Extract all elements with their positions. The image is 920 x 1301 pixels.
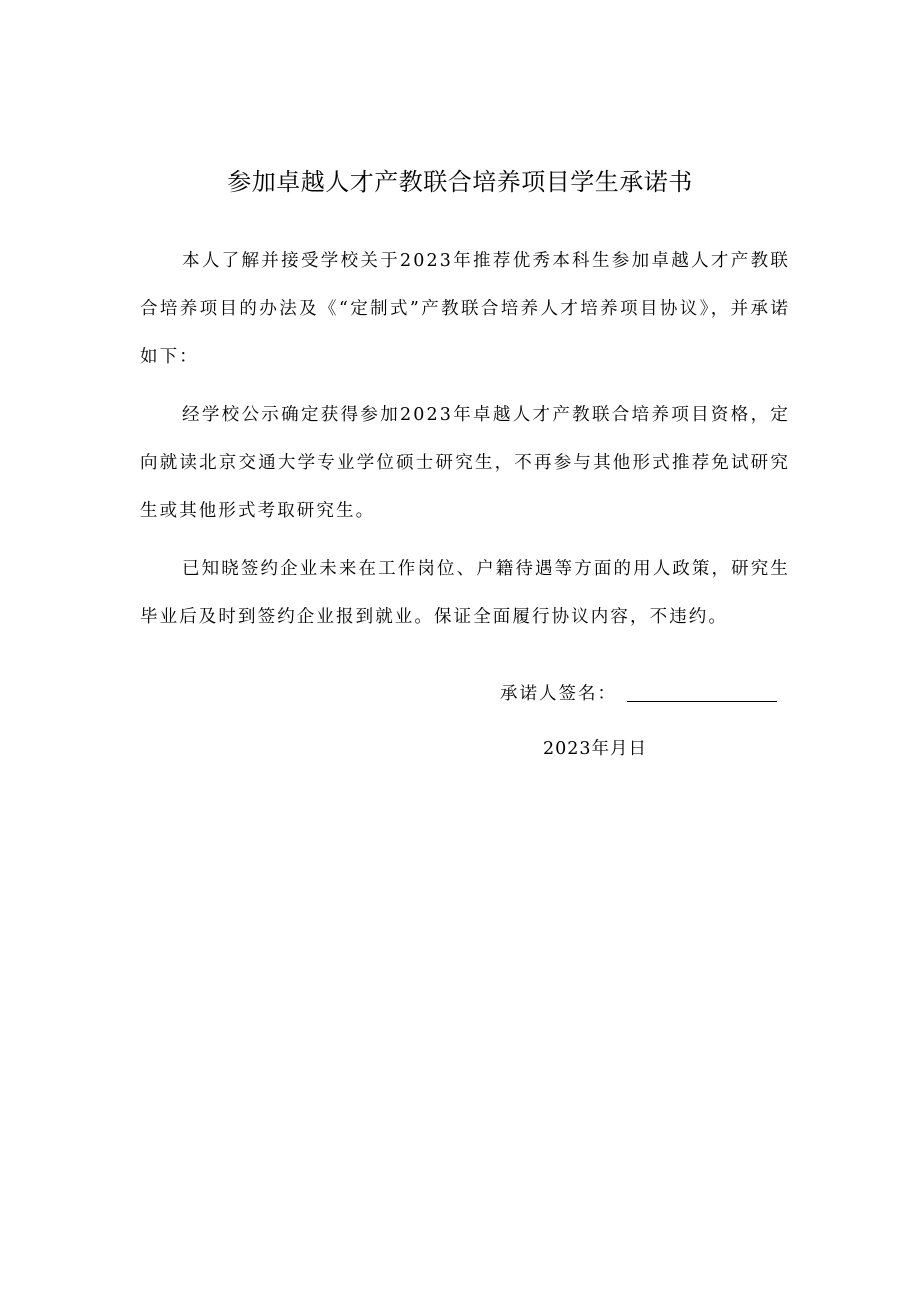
document-body [140,237,790,651]
paragraph-qualification: 经学校公示确定获得参加2023年卓越人才产教联合培养项目资格，定向就读北京交通大学专业学位硕士研究生，不再参与其他形式推荐免试研究生或其他形式考取研究生。 [140,405,790,521]
document-title: 参加卓越人才产教联合培养项目学生承诺书 [227,168,693,196]
paragraph-employment: 已知晓签约企业未来在工作岗位、户籍待遇等方面的用人政策，研究生毕业后及时到签约企业报到就业。保证全面履行协议内容，不违约。 [140,559,790,627]
signature-date: 2023年月日 [543,739,648,759]
signature-line [627,701,777,702]
paragraph-intro: 本人了解并接受学校关于2023年推荐优秀本科生参加卓越人才产教联合培养项目的办法及《“定制式”产教联合培养人才培养项目协议》，并承诺如下： [140,251,790,367]
signature-label: 承诺人签名： [500,684,617,704]
